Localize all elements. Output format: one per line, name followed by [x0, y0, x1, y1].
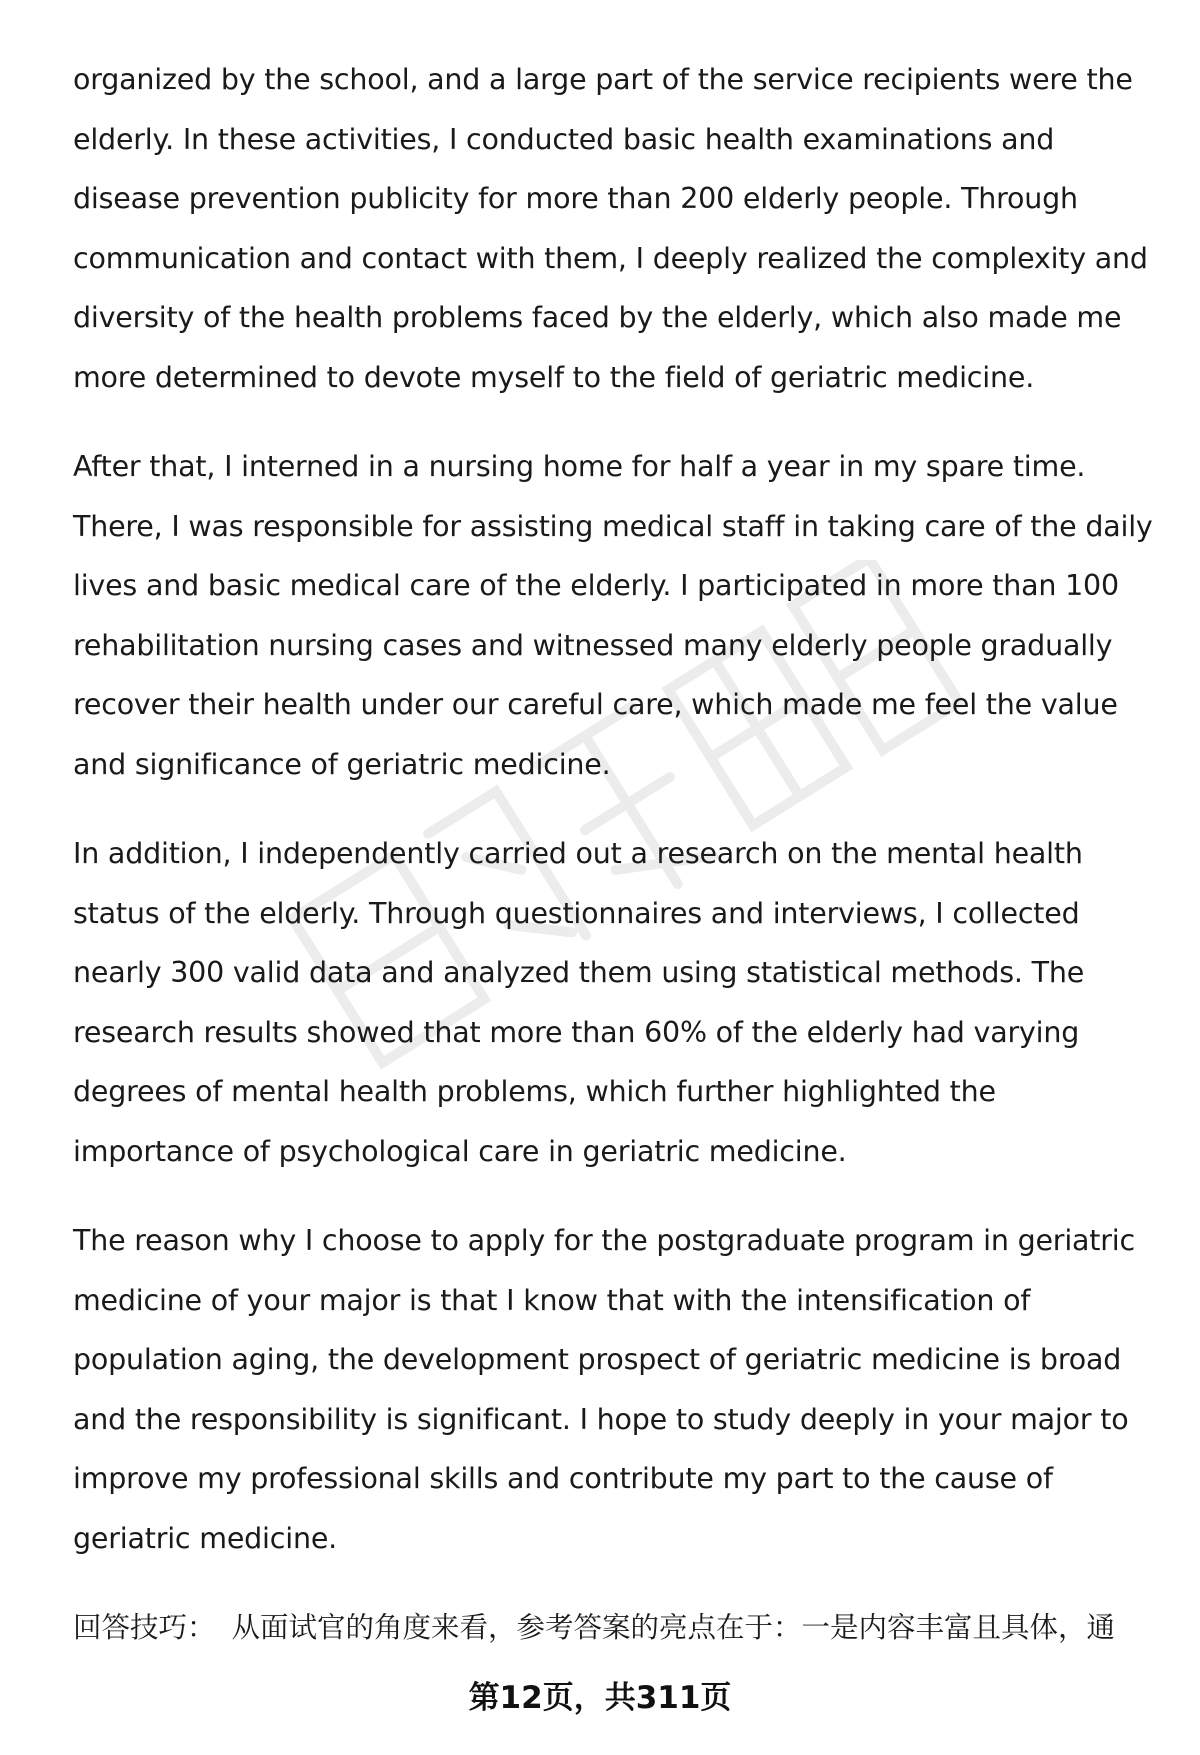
- answer-tips-label: 回答技巧：: [73, 1611, 216, 1644]
- paragraph-application-reason: The reason why I choose to apply for the postgraduate program in geriatric medicine of your major is that I know that with the intensification of population aging, the development prospect of geriatric medicine is broad and the responsibility is significant. I hope to study deeply in your major to improve my professional skills and contribute my part to the cause of geriatric medicine.: [73, 1224, 1135, 1555]
- paragraph-nursing-home-internship: After that, I interned in a nursing home for half a year in my spare time. There, I was responsible for assisting medical staff in taking care of the daily lives and basic medical care of the elderly. I participated in more than 100 rehabilitation nursing cases and witnessed many elderly people gradually recover their health under our careful care, which made me feel the value and significance of geriatric medicine.: [73, 450, 1153, 781]
- document-body: [73, 50, 1153, 1658]
- paragraph-mental-health-research: In addition, I independently carried out a research on the mental health status of the elderly. Through questionnaires and interviews, I collected nearly 300 valid data and analyzed them using statistical methods. The research results showed that more than 60% of the elderly had varying degrees of mental health problems, which further highlighted the importance of psychological care in geriatric medicine.: [73, 837, 1085, 1168]
- page-number-footer: 第12页，共311页: [468, 1680, 732, 1716]
- answer-tips: [73, 1598, 1153, 1658]
- paragraph-service-activities: organized by the school, and a large part of the service recipients were the elderly. In these activities, I conducted basic health examinations and disease prevention publicity for more than 200 elderly people. Through communication and contact with them, I deeply realized the complexity and diversity of the health problems faced by the elderly, which also made me more determined to devote myself to the field of geriatric medicine.: [73, 63, 1148, 394]
- answer-tips-text: 从面试官的角度来看，参考答案的亮点在于：一是内容丰富且具体，通: [231, 1611, 1116, 1644]
